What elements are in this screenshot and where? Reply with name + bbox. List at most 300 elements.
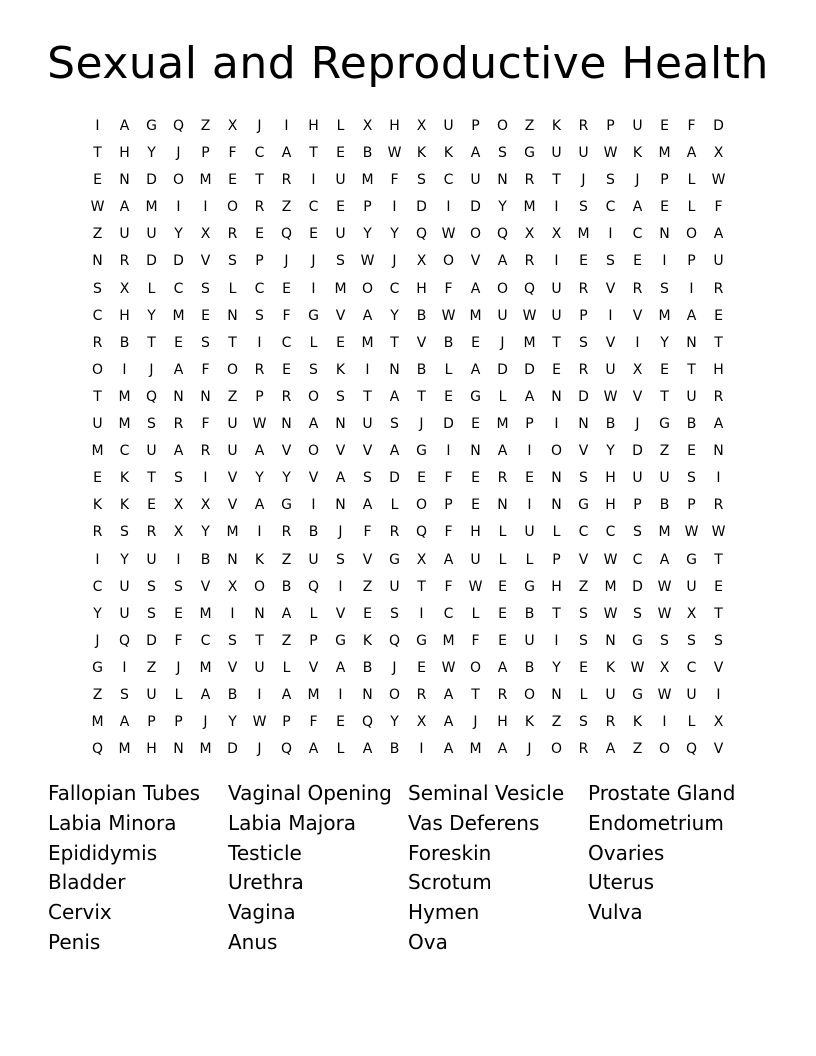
- grid-row: [84, 248, 732, 275]
- grid-letter: F: [444, 524, 453, 541]
- grid-letter: O: [388, 686, 401, 703]
- grid-letter: B: [605, 416, 616, 433]
- word-list-item: Ova: [408, 929, 448, 954]
- grid-letter: O: [496, 118, 509, 134]
- grid-letter: U: [119, 578, 130, 595]
- grid-letter: P: [309, 632, 318, 649]
- grid-letter: T: [417, 578, 426, 595]
- grid-letter: U: [146, 551, 157, 568]
- grid-letter: E: [444, 388, 453, 405]
- grid-letter: J: [635, 416, 640, 433]
- grid-letter: M: [658, 145, 671, 162]
- grid-letter: X: [416, 118, 427, 134]
- grid-letter: R: [146, 524, 157, 541]
- grid-letter: H: [389, 118, 400, 134]
- grid-row: [84, 682, 732, 709]
- grid-letter: P: [471, 118, 480, 134]
- grid-letter: Z: [659, 443, 670, 460]
- word-column: [588, 779, 768, 958]
- grid-letter: X: [416, 253, 427, 270]
- grid-letter: I: [554, 632, 559, 649]
- grid-letter: I: [446, 199, 451, 216]
- word-list-item: Endometrium: [588, 810, 724, 835]
- grid-letter: I: [257, 334, 262, 351]
- grid-letter: X: [713, 145, 724, 162]
- grid-letter: T: [552, 334, 561, 351]
- grid-letter: K: [632, 145, 643, 162]
- grid-letter: K: [254, 551, 265, 568]
- grid-letter: Z: [227, 388, 238, 405]
- grid-letter: H: [416, 280, 427, 297]
- grid-letter: V: [308, 659, 319, 676]
- grid-letter: E: [660, 199, 669, 216]
- grid-row: [84, 628, 732, 655]
- grid-letter: V: [605, 334, 616, 351]
- grid-letter: F: [687, 118, 696, 134]
- grid-letter: F: [363, 524, 372, 541]
- grid-letter: C: [605, 199, 616, 216]
- grid-letter: S: [417, 172, 426, 189]
- grid-letter: C: [686, 659, 697, 676]
- grid-letter: E: [714, 307, 723, 324]
- grid-letter: W: [252, 714, 267, 731]
- grid-letter: W: [603, 605, 618, 622]
- grid-letter: U: [551, 145, 562, 162]
- grid-letter: A: [308, 416, 319, 433]
- grid-letter: B: [524, 605, 535, 622]
- grid-letter: R: [578, 280, 589, 297]
- grid-letter: E: [498, 632, 507, 649]
- grid-letter: X: [713, 714, 724, 731]
- grid-letter: U: [632, 470, 643, 487]
- word-list-item: Epididymis: [48, 840, 158, 865]
- grid-letter: Q: [415, 524, 428, 541]
- grid-letter: A: [497, 741, 508, 758]
- grid-letter: N: [470, 443, 481, 460]
- grid-letter: D: [470, 199, 481, 216]
- grid-letter: J: [311, 253, 316, 270]
- grid-letter: C: [254, 280, 265, 297]
- grid-letter: T: [714, 551, 723, 568]
- grid-letter: S: [147, 578, 156, 595]
- grid-letter: O: [361, 280, 374, 297]
- grid-letter: U: [632, 118, 643, 134]
- grid-letter: H: [497, 714, 508, 731]
- grid-letter: D: [146, 253, 157, 270]
- grid-letter: V: [335, 605, 346, 622]
- grid-letter: K: [443, 145, 454, 162]
- grid-letter: G: [146, 118, 157, 134]
- grid-letter: K: [335, 361, 346, 378]
- grid-letter: G: [632, 632, 643, 649]
- grid-letter: M: [442, 632, 455, 649]
- grid-letter: C: [632, 551, 643, 568]
- word-list: [48, 779, 768, 958]
- grid-letter: N: [200, 388, 211, 405]
- page-title: Sexual and Reproductive Health: [47, 38, 769, 89]
- grid-letter: W: [522, 307, 537, 324]
- grid-letter: M: [118, 388, 131, 405]
- grid-letter: W: [441, 226, 456, 243]
- grid-letter: E: [336, 145, 345, 162]
- grid-letter: E: [201, 307, 210, 324]
- grid-letter: F: [444, 470, 453, 487]
- grid-letter: W: [360, 253, 375, 270]
- grid-letter: U: [659, 470, 670, 487]
- grid-letter: S: [336, 388, 345, 405]
- word-list-item: Penis: [48, 929, 101, 954]
- grid-letter: R: [281, 172, 292, 189]
- grid-letter: V: [362, 551, 373, 568]
- grid-letter: K: [632, 714, 643, 731]
- grid-letter: S: [336, 253, 345, 270]
- grid-letter: N: [578, 416, 589, 433]
- grid-letter: E: [147, 497, 156, 514]
- grid-letter: A: [497, 659, 508, 676]
- grid-letter: P: [660, 172, 669, 189]
- grid-letter: X: [173, 524, 184, 541]
- grid-letter: N: [659, 226, 670, 243]
- grid-letter: J: [176, 145, 181, 162]
- grid-letter: W: [657, 578, 672, 595]
- grid-letter: V: [713, 659, 724, 676]
- grid-letter: Y: [255, 470, 264, 487]
- grid-letter: G: [659, 416, 670, 433]
- grid-letter: J: [635, 172, 640, 189]
- grid-letter: W: [684, 524, 699, 541]
- grid-letter: D: [416, 199, 427, 216]
- grid-letter: V: [335, 443, 346, 460]
- grid-letter: K: [551, 118, 562, 134]
- grid-letter: U: [335, 172, 346, 189]
- grid-letter: L: [498, 524, 507, 541]
- grid-letter: D: [632, 578, 643, 595]
- grid-letter: B: [659, 497, 670, 514]
- grid-letter: L: [309, 334, 318, 351]
- word-list-item: Prostate Gland: [588, 781, 736, 805]
- grid-letter: O: [415, 497, 428, 514]
- grid-letter: W: [441, 659, 456, 676]
- grid-letter: E: [336, 199, 345, 216]
- grid-letter: Y: [174, 226, 183, 243]
- grid-letter: X: [200, 497, 211, 514]
- grid-letter: Z: [92, 686, 103, 703]
- grid-letter: I: [311, 497, 316, 514]
- grid-letter: C: [605, 524, 616, 541]
- grid-letter: L: [687, 172, 696, 189]
- grid-letter: L: [174, 686, 183, 703]
- grid-letter: S: [174, 578, 183, 595]
- grid-letter: L: [147, 280, 156, 297]
- grid-letter: V: [578, 551, 589, 568]
- grid-letter: X: [200, 226, 211, 243]
- grid-letter: B: [362, 145, 373, 162]
- grid-letter: A: [605, 741, 616, 758]
- grid-letter: I: [257, 686, 262, 703]
- grid-letter: U: [443, 118, 454, 134]
- grid-letter: Z: [200, 118, 211, 134]
- grid-letter: M: [469, 741, 482, 758]
- grid-letter: Y: [390, 226, 399, 243]
- grid-letter: C: [389, 280, 400, 297]
- grid-row: [84, 492, 732, 519]
- grid-letter: O: [523, 686, 536, 703]
- grid-letter: D: [146, 632, 157, 649]
- grid-letter: O: [307, 388, 320, 405]
- grid-letter: A: [443, 741, 454, 758]
- grid-row: [84, 519, 732, 546]
- grid-letter: H: [119, 145, 130, 162]
- grid-letter: E: [93, 172, 102, 189]
- grid-letter: C: [443, 605, 454, 622]
- grid-letter: B: [281, 578, 292, 595]
- grid-letter: Y: [282, 470, 291, 487]
- grid-letter: A: [686, 145, 697, 162]
- grid-letter: X: [416, 551, 427, 568]
- grid-letter: A: [335, 470, 346, 487]
- grid-letter: V: [470, 253, 481, 270]
- grid-letter: L: [336, 118, 345, 134]
- grid-letter: D: [443, 416, 454, 433]
- grid-letter: Q: [118, 632, 131, 649]
- grid-letter: U: [254, 659, 265, 676]
- grid-row: [84, 330, 732, 357]
- grid-letter: R: [92, 334, 103, 351]
- grid-letter: K: [362, 632, 373, 649]
- grid-letter: Q: [172, 118, 185, 134]
- grid-letter: D: [524, 361, 535, 378]
- grid-letter: R: [713, 497, 724, 514]
- grid-letter: W: [711, 524, 726, 541]
- grid-letter: R: [227, 226, 238, 243]
- grid-letter: H: [551, 578, 562, 595]
- grid-letter: P: [525, 416, 534, 433]
- grid-letter: Z: [551, 714, 562, 731]
- grid-letter: I: [122, 659, 127, 676]
- grid-letter: G: [416, 632, 427, 649]
- grid-letter: A: [389, 443, 400, 460]
- grid-letter: A: [119, 714, 130, 731]
- grid-letter: D: [227, 741, 238, 758]
- grid-letter: I: [203, 470, 208, 487]
- grid-letter: E: [714, 578, 723, 595]
- grid-letter: X: [416, 714, 427, 731]
- grid-row: [84, 194, 732, 221]
- grid-letter: D: [497, 361, 508, 378]
- grid-letter: M: [577, 226, 590, 243]
- grid-letter: X: [524, 226, 535, 243]
- grid-letter: R: [200, 443, 211, 460]
- grid-letter: Q: [280, 226, 293, 243]
- grid-letter: X: [362, 118, 373, 134]
- grid-letter: N: [605, 632, 616, 649]
- grid-letter: N: [92, 253, 103, 270]
- grid-row: [84, 601, 732, 628]
- grid-letter: L: [390, 497, 399, 514]
- grid-letter: M: [604, 578, 617, 595]
- grid-letter: S: [228, 253, 237, 270]
- grid-letter: F: [174, 632, 183, 649]
- grid-letter: Z: [281, 199, 292, 216]
- grid-letter: T: [93, 145, 102, 162]
- word-list-item: Vulva: [588, 900, 643, 925]
- grid-letter: U: [686, 578, 697, 595]
- grid-letter: N: [551, 388, 562, 405]
- grid-letter: A: [362, 741, 373, 758]
- grid-letter: N: [551, 686, 562, 703]
- grid-letter: A: [200, 686, 211, 703]
- grid-letter: G: [632, 686, 643, 703]
- grid-letter: C: [632, 226, 643, 243]
- grid-letter: S: [660, 632, 669, 649]
- grid-letter: K: [416, 145, 427, 162]
- grid-letter: U: [524, 632, 535, 649]
- grid-letter: Q: [685, 741, 698, 758]
- grid-letter: S: [390, 416, 399, 433]
- grid-letter: T: [309, 145, 318, 162]
- grid-letter: L: [498, 388, 507, 405]
- grid-letter: I: [716, 686, 721, 703]
- grid-letter: T: [255, 172, 264, 189]
- grid-letter: R: [524, 172, 535, 189]
- grid-row: [84, 303, 732, 330]
- grid-letter: E: [282, 361, 291, 378]
- grid-letter: H: [713, 361, 724, 378]
- grid-letter: S: [579, 470, 588, 487]
- word-list-item: Labia Majora: [228, 810, 357, 835]
- grid-letter: R: [497, 686, 508, 703]
- grid-letter: G: [389, 551, 400, 568]
- grid-letter: Q: [280, 741, 293, 758]
- grid-letter: L: [552, 524, 561, 541]
- grid-letter: U: [551, 280, 562, 297]
- grid-letter: T: [552, 172, 561, 189]
- grid-letter: E: [471, 334, 480, 351]
- grid-letter: N: [362, 686, 373, 703]
- grid-letter: E: [309, 226, 318, 243]
- grid-letter: A: [173, 361, 184, 378]
- grid-letter: V: [308, 470, 319, 487]
- grid-letter: U: [497, 307, 508, 324]
- grid-letter: Q: [523, 280, 536, 297]
- grid-letter: E: [498, 605, 507, 622]
- grid-letter: U: [92, 416, 103, 433]
- word-list-item: Testicle: [228, 840, 302, 865]
- grid-row: [84, 167, 732, 194]
- grid-letter: A: [281, 145, 292, 162]
- grid-letter: G: [335, 632, 346, 649]
- grid-letter: G: [416, 443, 427, 460]
- grid-letter: M: [199, 741, 212, 758]
- grid-letter: F: [201, 416, 210, 433]
- grid-letter: O: [550, 443, 563, 460]
- grid-letter: S: [633, 524, 642, 541]
- grid-letter: S: [579, 632, 588, 649]
- grid-letter: A: [254, 443, 265, 460]
- grid-letter: O: [91, 361, 104, 378]
- grid-letter: T: [660, 388, 669, 405]
- grid-letter: A: [281, 605, 292, 622]
- grid-letter: R: [254, 361, 265, 378]
- grid-letter: G: [686, 551, 697, 568]
- grid-letter: E: [660, 361, 669, 378]
- grid-letter: D: [578, 388, 589, 405]
- grid-letter: I: [122, 361, 127, 378]
- grid-letter: V: [632, 388, 643, 405]
- word-list-item: Urethra: [228, 870, 304, 895]
- grid-letter: I: [311, 280, 316, 297]
- grid-letter: F: [714, 199, 723, 216]
- grid-letter: D: [632, 443, 643, 460]
- grid-letter: E: [174, 605, 183, 622]
- grid-letter: E: [93, 470, 102, 487]
- grid-letter: V: [713, 741, 724, 758]
- grid-letter: E: [579, 659, 588, 676]
- grid-letter: G: [524, 145, 535, 162]
- grid-letter: W: [657, 605, 672, 622]
- grid-letter: N: [335, 497, 346, 514]
- word-list-item: Seminal Vesicle: [408, 781, 565, 805]
- grid-letter: L: [282, 659, 291, 676]
- grid-letter: S: [93, 280, 102, 297]
- grid-letter: V: [227, 470, 238, 487]
- grid-letter: G: [281, 497, 292, 514]
- grid-letter: J: [176, 659, 181, 676]
- grid-letter: B: [389, 741, 400, 758]
- grid-letter: C: [200, 632, 211, 649]
- grid-letter: U: [227, 416, 238, 433]
- grid-letter: R: [92, 524, 103, 541]
- grid-letter: S: [390, 605, 399, 622]
- grid-letter: N: [497, 497, 508, 514]
- letter-grid: [84, 113, 732, 763]
- grid-letter: C: [92, 307, 103, 324]
- grid-letter: O: [442, 253, 455, 270]
- grid-letter: I: [392, 199, 397, 216]
- grid-letter: N: [389, 361, 400, 378]
- grid-letter: E: [336, 334, 345, 351]
- grid-letter: I: [365, 361, 370, 378]
- grid-letter: I: [635, 334, 640, 351]
- grid-letter: R: [119, 253, 130, 270]
- grid-letter: A: [470, 361, 481, 378]
- grid-letter: J: [203, 714, 208, 731]
- grid-letter: I: [608, 226, 613, 243]
- grid-letter: U: [146, 686, 157, 703]
- grid-letter: S: [606, 172, 615, 189]
- grid-letter: K: [92, 497, 103, 514]
- grid-letter: P: [606, 118, 615, 134]
- grid-letter: S: [201, 280, 210, 297]
- grid-letter: M: [118, 416, 131, 433]
- grid-letter: N: [227, 551, 238, 568]
- grid-letter: T: [552, 605, 561, 622]
- grid-letter: V: [605, 280, 616, 297]
- grid-letter: P: [687, 253, 696, 270]
- grid-letter: U: [551, 307, 562, 324]
- grid-letter: I: [95, 551, 100, 568]
- grid-letter: Q: [415, 226, 428, 243]
- grid-letter: I: [176, 199, 181, 216]
- grid-letter: L: [687, 199, 696, 216]
- grid-letter: Z: [92, 226, 103, 243]
- grid-letter: I: [527, 443, 532, 460]
- grid-letter: U: [524, 524, 535, 541]
- grid-letter: K: [119, 470, 130, 487]
- grid-letter: B: [200, 551, 211, 568]
- grid-letter: A: [713, 416, 724, 433]
- grid-letter: Y: [552, 659, 561, 676]
